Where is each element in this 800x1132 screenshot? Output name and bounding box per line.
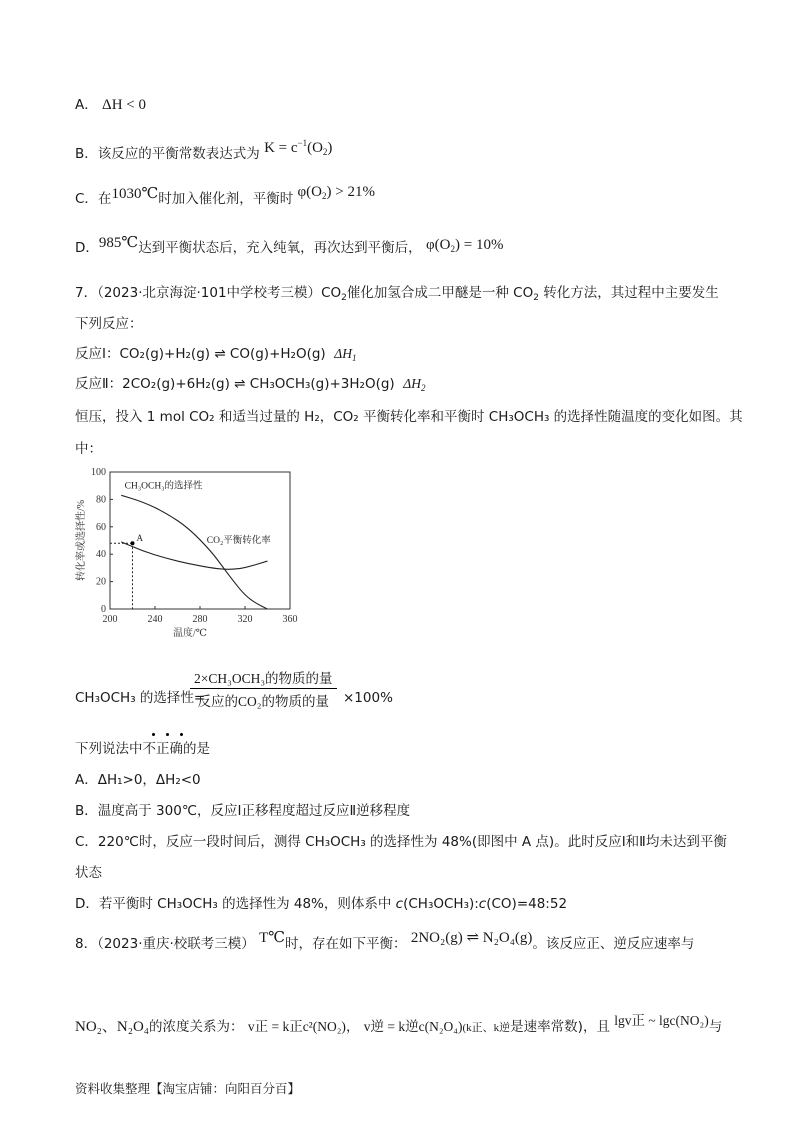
q8-stem-line2: NO₂、N₂O₄的浓度关系为： v正 = k正c²(NO₂)， v逆 = k逆c(N₂O₄)(k正、k逆是速率常数)，且 lgv正 ~ lgc(NO₂)与 — [75, 1013, 723, 1035]
option-a: A． ΔH < 0 — [75, 97, 146, 113]
y-tick-label: 20 — [96, 576, 106, 588]
emphasis-dot — [166, 733, 169, 736]
emphasis-dot — [180, 733, 183, 736]
q7-description-line1: 恒压，投入 1 mol CO₂ 和适当过量的 H₂，CO₂ 平衡转化率和平衡时 CH₃OCH₃ 的选择性随温度的变化如图。其 — [75, 409, 743, 425]
option-c: C．在1030℃时加入催化剂，平衡时 $\varphi(O_2) > 21\%$ — [75, 184, 375, 207]
q7-stem-line2: 下列反应： — [75, 316, 143, 332]
q7-option-c-line1: C．220℃时，反应一段时间后，测得 CH₃OCH₃ 的选择性为 48%(即图中 A 点)。此时反应Ⅰ和Ⅱ均未达到平衡 — [75, 834, 727, 850]
y-tick-label: 80 — [96, 494, 106, 506]
conversion-selectivity-chart — [70, 462, 310, 642]
footer-note: 资料收集整理【淘宝店铺：向阳百分百】 — [75, 1081, 301, 1096]
x-tick-label: 320 — [237, 614, 253, 625]
option-b: B．该反应的平衡常数表达式为 $K = c^{-1}(O_2)$ — [75, 138, 333, 162]
x-tick-label: 240 — [147, 614, 163, 625]
emphasis-dot — [152, 733, 155, 736]
x-tick-label: 200 — [102, 614, 118, 625]
point-a-marker — [131, 541, 135, 545]
reaction-1: 反应Ⅰ：CO₂(g)+H₂(g) ⇌ CO(g)+H₂O(g) $\Delta H_1$ — [75, 346, 357, 363]
q7-option-a: A．ΔH₁>0，ΔH₂<0 — [75, 772, 201, 788]
q7-option-c-line2: 状态 — [75, 865, 102, 881]
option-d: D．985℃达到平衡状态后，充入纯氧，再次达到平衡后， $\varphi(O_2) = 10\%$ — [75, 235, 504, 256]
q8-stem-line1: 8．（2023·重庆·校联考三模） T℃时，存在如下平衡： 2NO₂(g) ⇌ N₂O₄(g)。该反应正、逆反应速率与 — [75, 930, 695, 952]
times-100-percent: ×100% — [343, 690, 393, 706]
q7-option-b: B．温度高于 300℃，反应Ⅰ正移程度超过反应Ⅱ逆移程度 — [75, 803, 411, 819]
q7-stem-line1: 7．（2023·北京海淀·101中学校考三模）$CO_2$催化加氢合成二甲醚是一种 $CO_2$ 转化方法，其过程中主要发生 — [75, 285, 719, 303]
y-tick-label: 60 — [96, 521, 106, 533]
reaction-2: 反应Ⅱ：2CO₂(g)+6H₂(g) ⇌ CH₃OCH₃(g)+3H₂O(g) $\Delta H_2$ — [75, 376, 426, 393]
equilibrium-constant-expression: $K = c^{-1}(O_2)$ — [264, 138, 333, 157]
series-label-co2-conversion: CO₂平衡转化率 — [206, 536, 271, 547]
y-tick-label: 100 — [91, 467, 106, 478]
series-label-dme-selectivity: CH₃OCH₃的选择性 — [124, 481, 203, 492]
emphasized-not-correct: 不正确 — [142, 741, 183, 757]
selectivity-label: CH₃OCH₃ 的选择性= — [75, 690, 206, 706]
q7-option-d: D．若平衡时 CH₃OCH₃ 的选择性为 48%，则体系中 c(CH₃OCH₃):c(CO)=48:52 — [75, 896, 568, 912]
y-tick-label: 40 — [96, 549, 106, 561]
fraction-denominator: 反应的CO₂的物质的量 — [197, 694, 329, 709]
q7-ask: 下列说法中不正确的是 — [75, 741, 210, 757]
point-a-label: A — [136, 533, 143, 544]
y-axis-label: 转化率或选择性/% — [76, 499, 87, 582]
x-tick-label: 280 — [192, 614, 208, 625]
q7-description-line2: 中： — [75, 441, 102, 457]
series-line-dme-selectivity — [121, 495, 267, 609]
x-tick-label: 360 — [282, 614, 298, 625]
fraction-numerator: 2×CH₃OCH₃的物质的量 — [190, 667, 337, 689]
y-tick-label: 0 — [101, 604, 106, 615]
selectivity-fraction — [190, 667, 337, 710]
x-axis-label: 温度/℃ — [173, 628, 207, 639]
